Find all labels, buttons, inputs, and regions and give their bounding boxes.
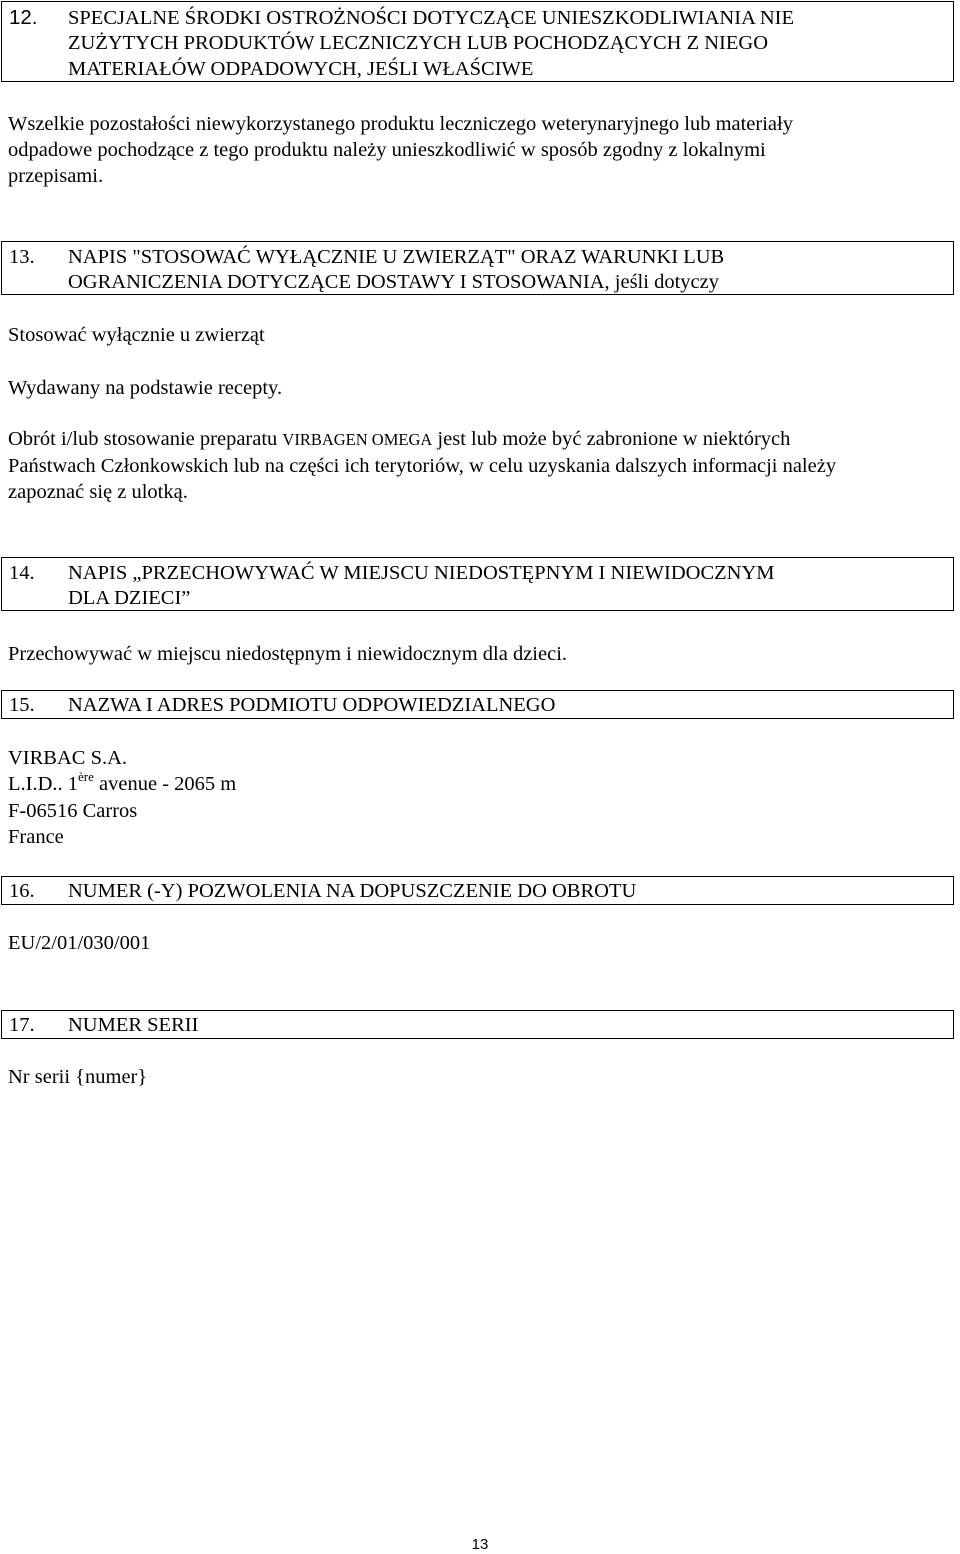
section-17-header — [1, 1010, 954, 1039]
section-12-body-line: przepisami. — [8, 165, 104, 187]
section-12-header — [1, 1, 954, 82]
section-13-para-line: zapoznać się z ulotką. — [8, 481, 188, 503]
authorisation-number: EU/2/01/030/001 — [8, 932, 151, 954]
section-title-line: ZUŻYTYCH PRODUKTÓW LECZNICZYCH LUB POCHODZĄCYCH Z NIEGO — [68, 32, 769, 54]
section-16-header — [1, 876, 954, 905]
text-span: avenue - 2065 m — [93, 773, 237, 795]
section-title-line: MATERIAŁÓW ODPADOWYCH, JEŚLI WŁAŚCIWE — [68, 58, 534, 80]
text-span: L.I.D.. 1 — [8, 773, 79, 795]
section-14-header — [1, 557, 954, 611]
company-name: VIRBAC S.A. — [8, 747, 128, 769]
section-14-body: Przechowywać w miejscu niedostępnym i niewidocznym dla dzieci. — [8, 643, 568, 665]
section-title-line: NUMER (-Y) POZWOLENIA NA DOPUSZCZENIE DO OBROTU — [68, 880, 637, 902]
section-title-line: NAZWA I ADRES PODMIOTU ODPOWIEDZIALNEGO — [68, 694, 556, 716]
section-title-line — [68, 270, 947, 294]
address-city: F-06516 Carros — [8, 800, 138, 822]
section-12-body-line: odpadowe pochodzące z tego produktu należy unieszkodliwić w sposób zgodny z lokalnymi — [8, 139, 766, 161]
product-name: VIRBAGEN OMEGA — [282, 430, 433, 449]
section-number: 17. — [9, 1014, 35, 1036]
section-title-line: NAPIS „PRZECHOWYWAĆ W MIEJSCU NIEDOSTĘPNYM I NIEWIDOCZNYM — [68, 562, 775, 584]
section-number: 16. — [9, 880, 35, 902]
text-span: Obrót i/lub stosowanie preparatu — [8, 428, 283, 450]
section-13-para: Wydawany na podstawie recepty. — [8, 377, 283, 399]
section-number: 14. — [9, 562, 35, 584]
section-13-header — [1, 241, 954, 295]
text-span: jest lub może być zabronione w niektórych — [432, 428, 791, 450]
section-12-body-line: Wszelkie pozostałości niewykorzystanego produktu leczniczego weterynaryjnego lub materiały — [8, 113, 793, 135]
address-line — [8, 771, 236, 798]
section-title-line: NUMER SERII — [68, 1014, 199, 1036]
section-number: 12. — [9, 6, 38, 29]
address-country: France — [8, 826, 64, 848]
section-13-para-line: Państwach Członkowskich lub na części ich terytoriów, w celu uzyskania dalszych informacji należy — [8, 455, 837, 477]
superscript: ère — [78, 769, 94, 785]
section-15-header — [1, 690, 954, 719]
batch-number: Nr serii {numer} — [8, 1066, 148, 1088]
page-number: 13 — [471, 1536, 489, 1553]
section-title-line: NAPIS "STOSOWAĆ WYŁĄCZNIE U ZWIERZĄT" ORAZ WARUNKI LUB — [68, 246, 725, 268]
section-number: 13. — [9, 246, 35, 268]
section-13-para: Stosować wyłącznie u zwierząt — [8, 324, 265, 346]
section-number: 15. — [9, 694, 35, 716]
section-title-line: SPECJALNE ŚRODKI OSTROŻNOŚCI DOTYCZĄCE UNIESZKODLIWIANIA NIE — [68, 7, 795, 29]
section-13-para — [8, 426, 790, 454]
section-title-line: DLA DZIECI” — [68, 587, 191, 609]
title-normal-part: jeśli dotyczy — [609, 271, 719, 293]
title-bold-part: OGRANICZENIA DOTYCZĄCE DOSTAWY I STOSOWANIA, — [68, 271, 610, 293]
